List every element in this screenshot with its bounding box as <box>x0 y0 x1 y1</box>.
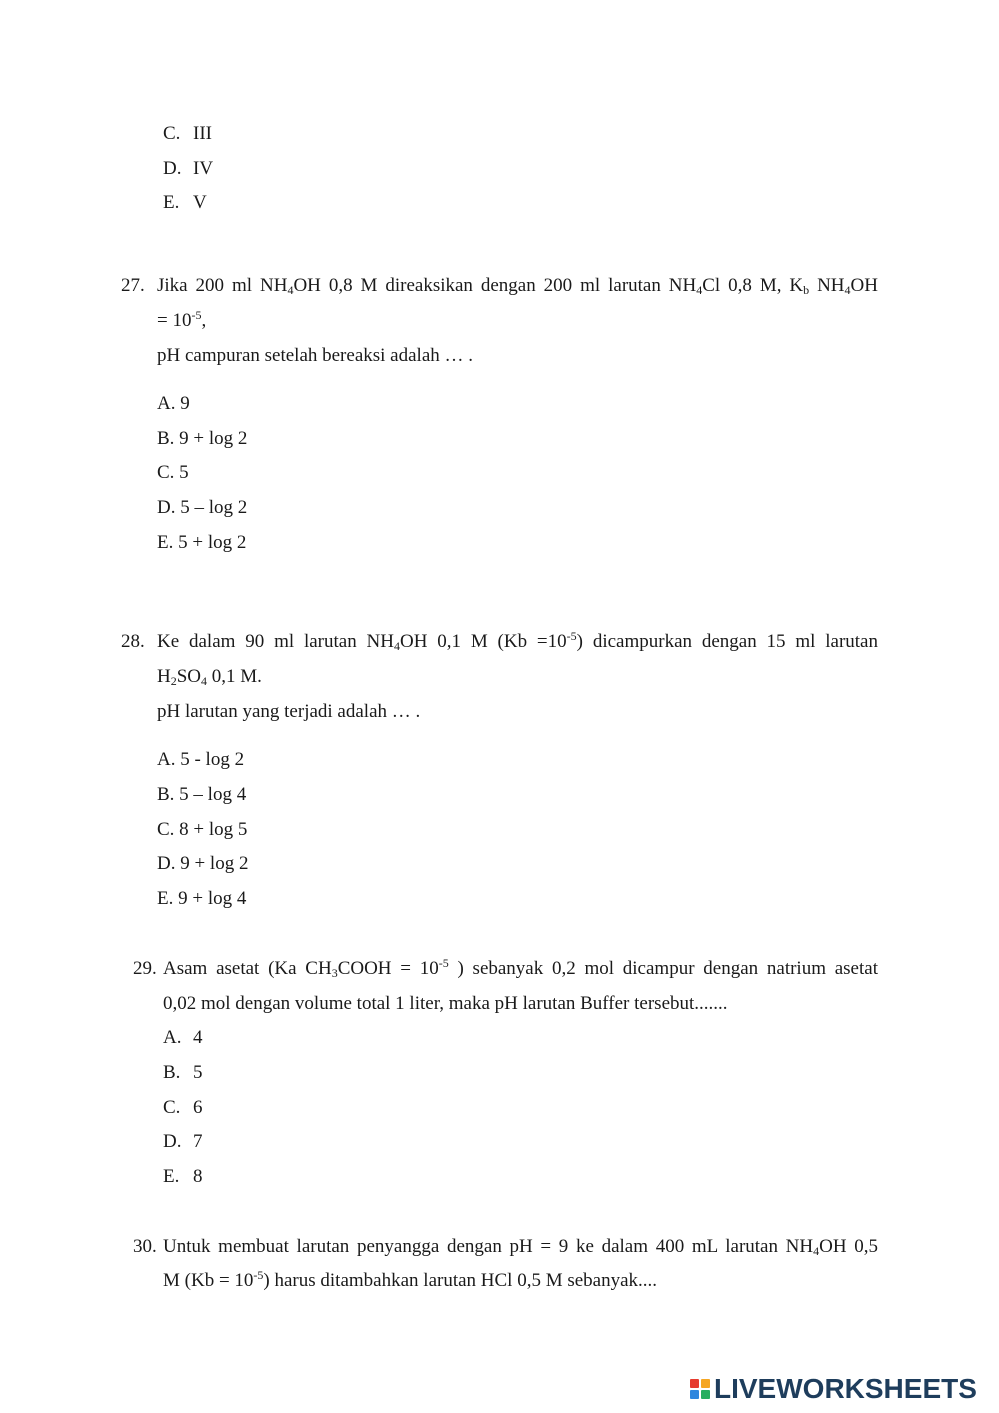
q28-question-line2: $H_2SO_4$ 0,1 M. <box>157 666 262 688</box>
q29-question-line2: 0,02 mol dengan volume total 1 liter, maka pH larutan Buffer tersebut....... <box>163 993 728 1014</box>
q29-option-e: E. 8 <box>163 1166 203 1187</box>
q27-option-e: E. 5 + log 2 <box>157 532 247 553</box>
q28-number: 28. <box>121 631 145 652</box>
q28-option-c: C. 8 + log 5 <box>157 819 248 840</box>
q27-option-c: C. 5 <box>157 462 189 483</box>
liveworksheets-logo-icon <box>690 1379 710 1399</box>
logo-square-4 <box>701 1390 710 1399</box>
q27-question-line2: = $10^{-5}$, <box>157 308 207 331</box>
q27-question-line3: pH campuran setelah bereaksi adalah … . <box>157 345 474 366</box>
logo-square-2 <box>701 1379 710 1388</box>
q26-option-e: E. V <box>163 192 207 213</box>
q29-option-b: B. 5 <box>163 1062 203 1083</box>
q27-option-b: B. 9 + log 2 <box>157 428 248 449</box>
q26-option-d: D. IV <box>163 158 214 179</box>
q28-option-d: D. 9 + log 2 <box>157 853 249 874</box>
q28-option-a: A. 5 - log 2 <box>157 749 245 770</box>
liveworksheets-logo-text: LIVEWORKSHEETS <box>714 1373 977 1404</box>
q26-option-c: C. III <box>163 123 212 144</box>
q28-option-b: B. 5 – log 4 <box>157 784 247 805</box>
logo-square-1 <box>690 1379 699 1388</box>
q29-question-line1: Asam asetat (Ka $CH_3COOH = 10^{-5}$ ) sebanyak 0,2 mol dicampur dengan natrium asetat <box>163 956 878 980</box>
q28-question-line3: pH larutan yang terjadi adalah … . <box>157 701 421 722</box>
q30-question-line2: M $(Kb = 10^{-5})$ harus ditambahkan larutan HCl 0,5 M sebanyak.... <box>163 1268 658 1291</box>
liveworksheets-logo <box>690 1374 977 1404</box>
q29-option-c: C. 6 <box>163 1097 203 1118</box>
q27-number: 27. <box>121 275 145 296</box>
q27-option-a: A. 9 <box>157 393 190 414</box>
q28-option-e: E. 9 + log 4 <box>157 888 247 909</box>
q28-question-line1: Ke dalam 90 ml larutan $NH_4OH$ 0,1 M $(Kb =10^{-5})$ dicampurkan dengan 15 ml larutan <box>157 629 878 653</box>
q29-number: 29. <box>133 958 157 979</box>
logo-square-3 <box>690 1390 699 1399</box>
q27-question-line1: Jika 200 ml $NH_4OH$ 0,8 M direaksikan dengan 200 ml larutan $NH_4Cl$ 0,8 M, $K_b$ $NH_4OH$ <box>157 275 878 297</box>
q29-option-a: A. 4 <box>163 1027 203 1048</box>
q29-option-d: D. 7 <box>163 1131 203 1152</box>
q30-question-line1: Untuk membuat larutan penyangga dengan pH = 9 ke dalam 400 mL larutan $NH_4OH$ 0,5 <box>163 1236 878 1258</box>
q30-number: 30. <box>133 1236 157 1257</box>
q27-option-d: D. 5 – log 2 <box>157 497 248 518</box>
